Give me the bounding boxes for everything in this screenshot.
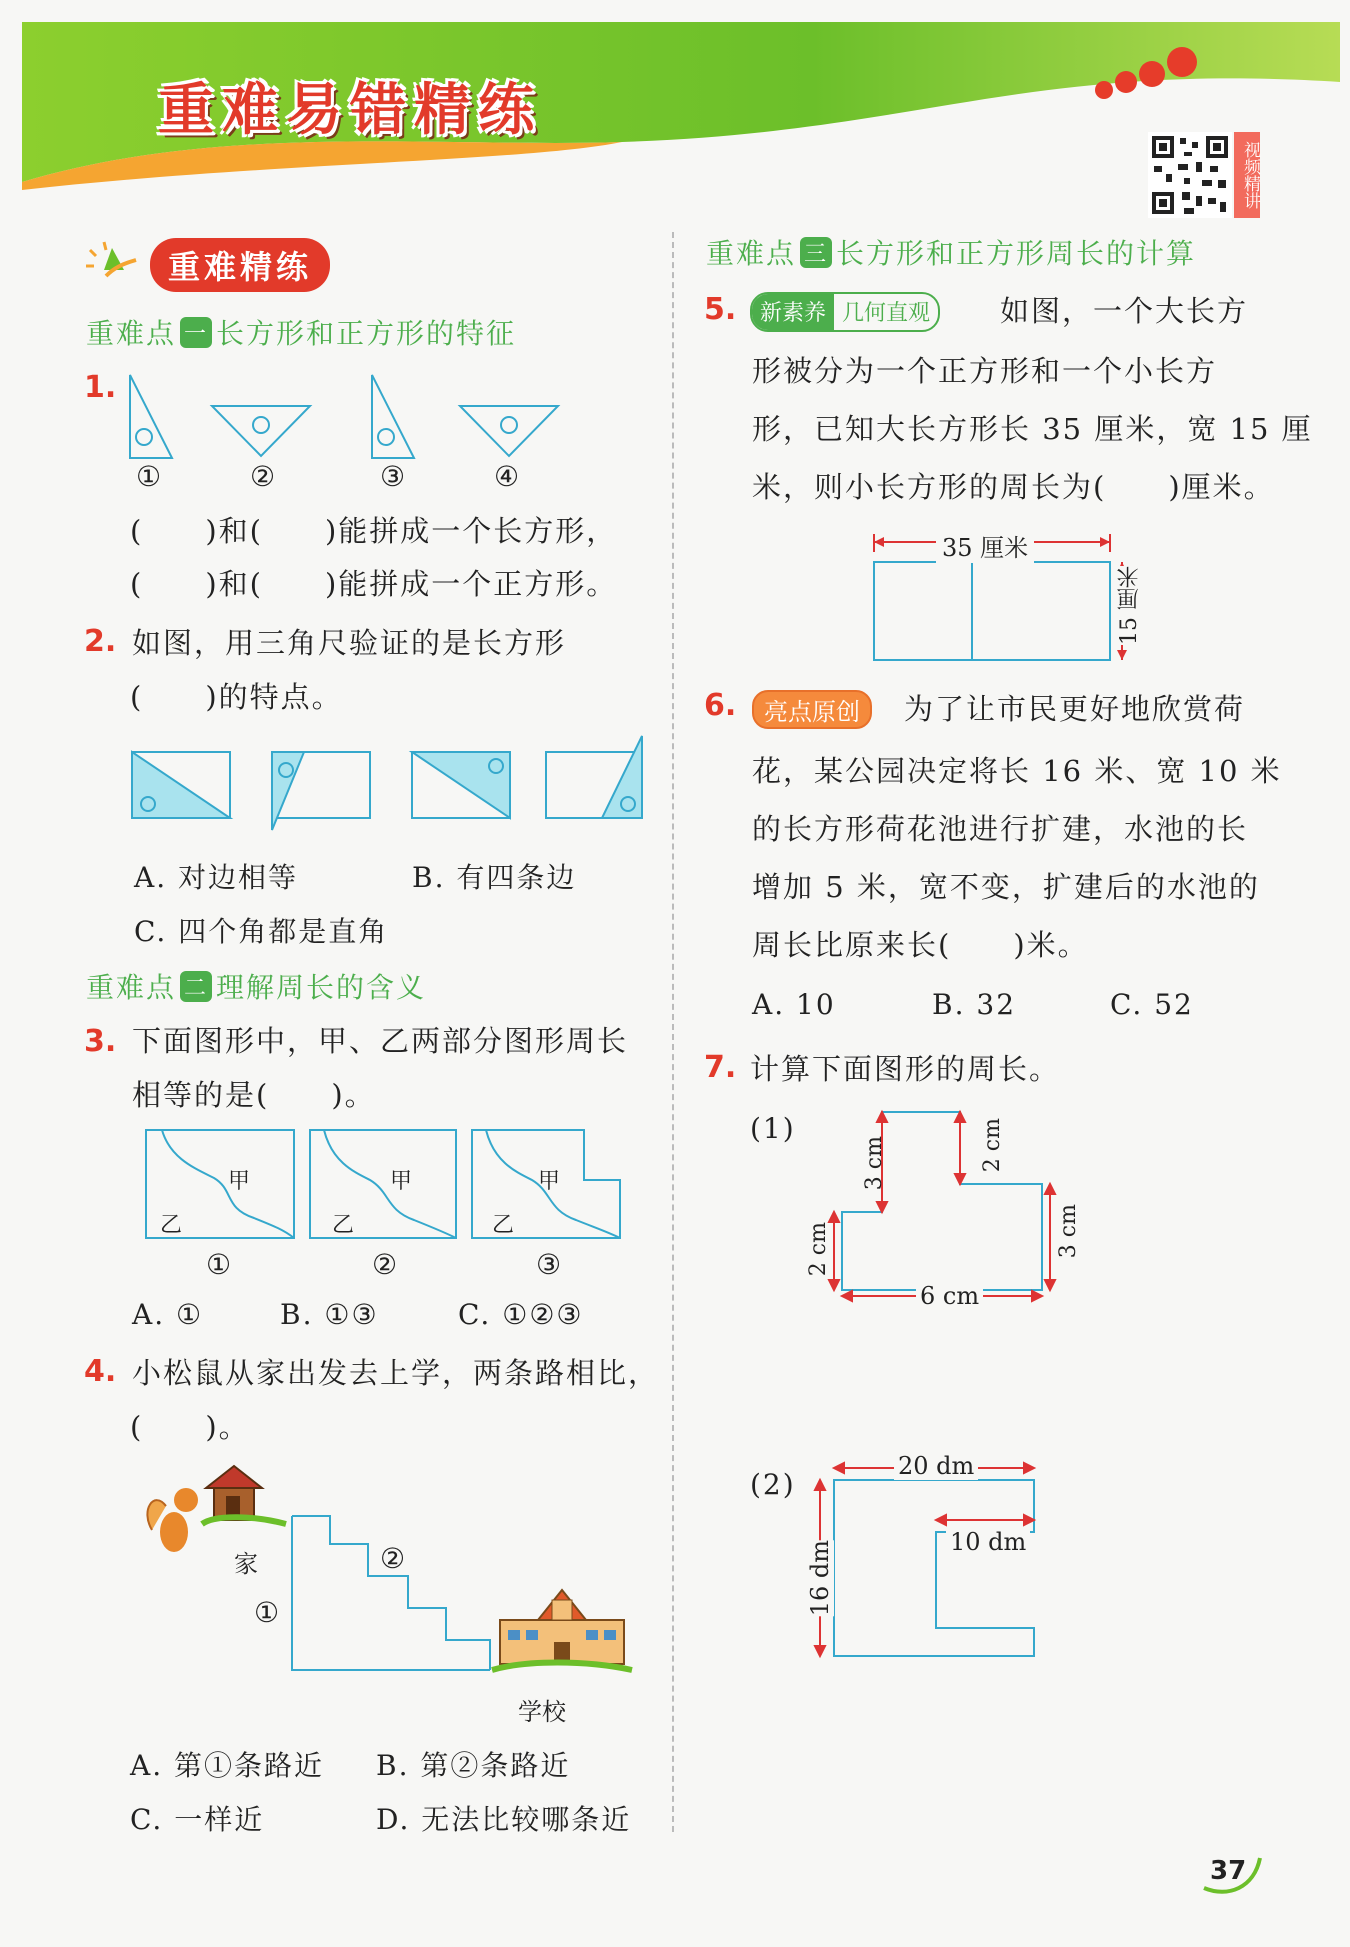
dimension-label: 10 dm [946, 1528, 1030, 1556]
question-text: ( )和( )能拼成一个长方形， [130, 514, 618, 548]
question-number: 4. [84, 1354, 117, 1389]
question-text: 增加 5 米，宽不变，扩建后的水池的 [752, 870, 1260, 904]
option-b[interactable]: B. 32 [932, 988, 1017, 1021]
dimension-length-label: 35 厘米 [936, 528, 1034, 563]
question-text: ( )。 [130, 1410, 250, 1444]
dimension-label: 3 cm [862, 1136, 887, 1191]
region-label: 乙 [160, 1213, 183, 1238]
key-point-number: 一 [180, 317, 212, 348]
option-a[interactable]: A. 对边相等 [134, 861, 299, 894]
question-text: 如图，一个大长方 [1000, 294, 1249, 328]
option-c[interactable]: C. 52 [1110, 988, 1194, 1021]
question-text: 形被分为一个正方形和一个小长方 [752, 354, 1218, 388]
school-icon [492, 1590, 632, 1670]
figure-label: ② [250, 460, 278, 493]
dimension-label: 16 dm [806, 1540, 834, 1617]
key-point-prefix: 重难点 [86, 971, 177, 1004]
figure-label: ④ [494, 460, 522, 493]
dimension-label: 2 cm [980, 1118, 1005, 1173]
key-point-title: 长方形和正方形周长的计算 [836, 237, 1197, 270]
tag-original: 亮点原创 [752, 690, 872, 729]
dimension-label: 3 cm [1056, 1204, 1081, 1259]
ruler-verification-figures [126, 730, 646, 840]
triangle-3 [372, 375, 414, 458]
option-b[interactable]: B. ①③ [280, 1298, 379, 1331]
perimeter-comparison-figures [144, 1128, 634, 1240]
dimension-label: 6 cm [916, 1282, 983, 1310]
page-header-title: 重难易错精练 [158, 78, 542, 143]
option-d[interactable]: D. 无法比较哪条近 [376, 1803, 632, 1836]
question-text: 相等的是( )。 [132, 1078, 376, 1112]
key-point-3-heading [706, 232, 1196, 272]
dimension-width-label: 15 厘米 [1114, 566, 1145, 645]
video-explain-label: 视频精讲 [1234, 132, 1260, 218]
key-point-1-heading [86, 312, 516, 352]
region-label: 甲 [228, 1169, 251, 1194]
question-text: 形，已知大长方形长 35 厘米，宽 15 厘 [752, 412, 1313, 446]
question-text: 小松鼠从家出发去上学，两条路相比， [132, 1356, 660, 1390]
key-point-number: 三 [800, 237, 832, 268]
key-point-title: 长方形和正方形的特征 [216, 317, 517, 350]
squirrel-house-icon [147, 1466, 286, 1552]
region-label: 乙 [492, 1213, 515, 1238]
sparkle-icon [84, 240, 140, 288]
home-label: 家 [234, 1550, 258, 1578]
key-point-prefix: 重难点 [86, 317, 177, 350]
question-number: 2. [84, 624, 117, 659]
route-label: ① [254, 1596, 282, 1629]
question-text: 为了让市民更好地欣赏荷 [904, 692, 1246, 726]
option-a[interactable]: A. 10 [752, 988, 836, 1021]
practice-badge: 重难精练 [150, 238, 330, 292]
region-label: 乙 [332, 1213, 355, 1238]
option-b[interactable]: B. 第②条路近 [376, 1749, 571, 1782]
region-label: 甲 [538, 1169, 561, 1194]
tag-label: 新素养 [752, 294, 834, 330]
question-text: ( )的特点。 [130, 680, 343, 714]
question-text: 如图，用三角尺验证的是长方形 [132, 626, 567, 660]
triangle-2 [212, 406, 310, 456]
question-text: 的长方形荷花池进行扩建，水池的长 [752, 812, 1249, 846]
question-number: 3. [84, 1024, 117, 1059]
figure-label: ① [206, 1248, 234, 1281]
composite-shape-2 [806, 1460, 1056, 1670]
figure-label: ③ [536, 1248, 564, 1281]
option-c[interactable]: C. ①②③ [458, 1298, 584, 1331]
question-text: 计算下面图形的周长。 [750, 1052, 1061, 1086]
column-divider [672, 232, 674, 1832]
figure-label: ③ [380, 460, 408, 493]
figure-label: (1) [750, 1112, 796, 1145]
figure-label: ② [372, 1248, 400, 1281]
question-number: 7. [704, 1050, 737, 1085]
question-text: 花，某公园决定将长 16 米、宽 10 米 [752, 754, 1282, 788]
question-text: ( )和( )能拼成一个正方形。 [130, 567, 618, 601]
school-label: 学校 [518, 1698, 566, 1726]
region-label: 甲 [390, 1169, 413, 1194]
triangle-1 [130, 375, 172, 458]
key-point-title: 理解周长的含义 [216, 971, 427, 1004]
dimension-label: 2 cm [806, 1222, 831, 1277]
triangle-4 [460, 406, 558, 456]
question-text: 下面图形中，甲、乙两部分图形周长 [132, 1024, 629, 1058]
question-number: 6. [704, 688, 737, 723]
option-c[interactable]: C. 四个角都是直角 [134, 915, 389, 948]
question-text: 米，则小长方形的周长为( )厘米。 [752, 470, 1275, 504]
key-point-2-heading [86, 966, 426, 1006]
route-diagram [146, 1460, 636, 1690]
question-number: 5. [704, 292, 737, 327]
question-text: 周长比原来长( )米。 [752, 928, 1089, 962]
qr-code-icon[interactable] [1148, 132, 1232, 218]
question-number: 1. [84, 370, 117, 405]
tag-label: 几何直观 [842, 301, 931, 326]
option-b[interactable]: B. 有四条边 [412, 861, 577, 894]
page-number: 37 [1210, 1856, 1247, 1886]
key-point-number: 二 [180, 971, 212, 1002]
key-point-prefix: 重难点 [706, 237, 797, 270]
figure-label: (2) [750, 1468, 796, 1501]
tag-new-literacy [750, 292, 940, 332]
option-a[interactable]: A. ① [132, 1298, 204, 1331]
route-label: ② [380, 1542, 408, 1575]
dimension-label: 20 dm [894, 1452, 978, 1480]
figure-label: ① [136, 460, 164, 493]
option-c[interactable]: C. 一样近 [130, 1803, 265, 1836]
option-a[interactable]: A. 第①条路近 [130, 1749, 325, 1782]
